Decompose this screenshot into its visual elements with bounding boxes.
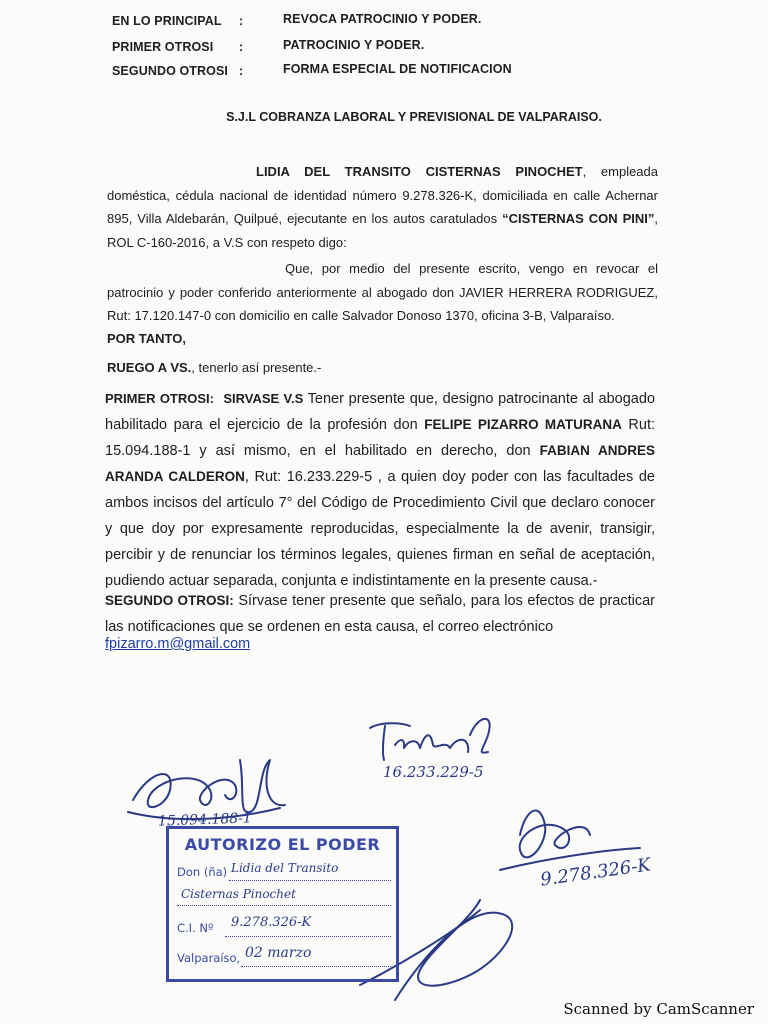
intro-text-1: , empleada doméstica, cédula nacional de identidad número 9.278.326-K, domiciliada en calle Achernar 895, Villa Aldebarán, Quilpué, ejecutante en los autos caratulados: [107, 164, 658, 226]
scanner-watermark: Scanned by CamScanner: [563, 1000, 754, 1018]
stamp-ci-value: 9.278.326-K: [231, 915, 312, 930]
client-rut-handwritten: 9.278.326-K: [539, 854, 653, 891]
pizarro-rut-handwritten: 15.094.188-1: [157, 810, 253, 830]
court-title: S.J.L COBRANZA LABORAL Y PREVISIONAL DE VALPARAISO.: [226, 110, 602, 124]
primer-otrosi-label: PRIMER OTROSI:: [105, 391, 214, 406]
header-label: PRIMER OTROSI: [112, 40, 214, 54]
intro-text-2: , ROL C-160-2016, a V.S con respeto digo:: [107, 211, 658, 250]
revoca-paragraph: Que, por medio del presente escrito, vengo en revocar el patrocinio y poder conferido anteriormente al abogado don JAVIER HERRERA RODRIGUEZ, Rut: 17.120.147-0 con domicilio en calle Salvador Donoso 1370, oficina 3-B, Valparaíso.: [107, 261, 658, 323]
lawyer-1-name: FELIPE PIZARRO MATURANA: [424, 417, 622, 432]
primer-otrosi-text-1: Tener presente que, designo patrocinante al abogado habilitado para el ejercicio de la profesión don: [105, 391, 656, 433]
stamp-date-value: 02 marzo: [245, 945, 312, 961]
aranda-rut-handwritten: 16.233.229-5: [383, 763, 484, 781]
client-name: LIDIA DEL TRANSITO CISTERNAS PINOCHET: [256, 164, 583, 179]
segundo-otrosi-text: Sírvase tener presente que señalo, para los efectos de practicar las notificaciones que se ordenen en esta causa, el correo electrónico: [105, 593, 656, 635]
stamp-ci-label: C.I. Nº: [177, 921, 214, 935]
ruego-text: , tenerlo así presente.-: [191, 360, 322, 375]
lawyer-2-name: FABIAN ANDRES ARANDA CALDERON: [105, 443, 655, 484]
sirvase-label: SIRVASE V.S: [223, 391, 304, 406]
segundo-otrosi-label: SEGUNDO OTROSI:: [105, 593, 234, 608]
header-value: PATROCINIO Y PODER.: [283, 38, 425, 52]
header-label: SEGUNDO OTROSI: [112, 64, 228, 78]
por-tanto: POR TANTO,: [107, 331, 186, 346]
stamp-don-value-1: Lidia del Transito: [231, 861, 339, 875]
primer-otrosi-text-3: , Rut: 16.233.229-5 , a quien doy poder con las facultades de ambos incisos del artículo 7° del Código de Procedimiento Civil que declaro conocer y que doy por expresamente reproducidas, especialmente la de avenir, transigir, percibir y de renunciar los términos legales, quienes firman en señal de aceptación, pudiendo actuar separada, conjunta e indistintamente en la presente causa.-: [105, 469, 655, 589]
stamp-don-label: Don (ña): [177, 865, 228, 879]
ruego-label: RUEGO A VS.: [107, 360, 192, 375]
email-link[interactable]: fpizarro.m@gmail.com: [105, 636, 251, 652]
header-colon: :: [239, 64, 244, 78]
header-value: FORMA ESPECIAL DE NOTIFICACION: [283, 62, 512, 76]
stamp-don-line-2: [177, 905, 391, 906]
header-colon: :: [239, 40, 244, 54]
stamp-ci-line: [225, 936, 391, 937]
autorizo-poder-stamp: [166, 826, 399, 982]
stamp-place-label: Valparaíso,: [177, 951, 241, 965]
stamp-don-value-2: Cisternas Pinochet: [181, 887, 296, 901]
header-colon: :: [239, 14, 244, 28]
primer-otrosi-text-2: Rut: 15.094.188-1 y así mismo, en el habilitado en derecho, don: [105, 417, 656, 459]
case-name: “CISTERNAS CON PINI”: [502, 211, 655, 226]
stamp-don-line: [229, 880, 391, 881]
stamp-title: AUTORIZO EL PODER: [184, 835, 381, 854]
header-label: EN LO PRINCIPAL: [112, 14, 222, 28]
stamp-date-line: [241, 966, 391, 967]
header-value: REVOCA PATROCINIO Y PODER.: [283, 12, 482, 26]
